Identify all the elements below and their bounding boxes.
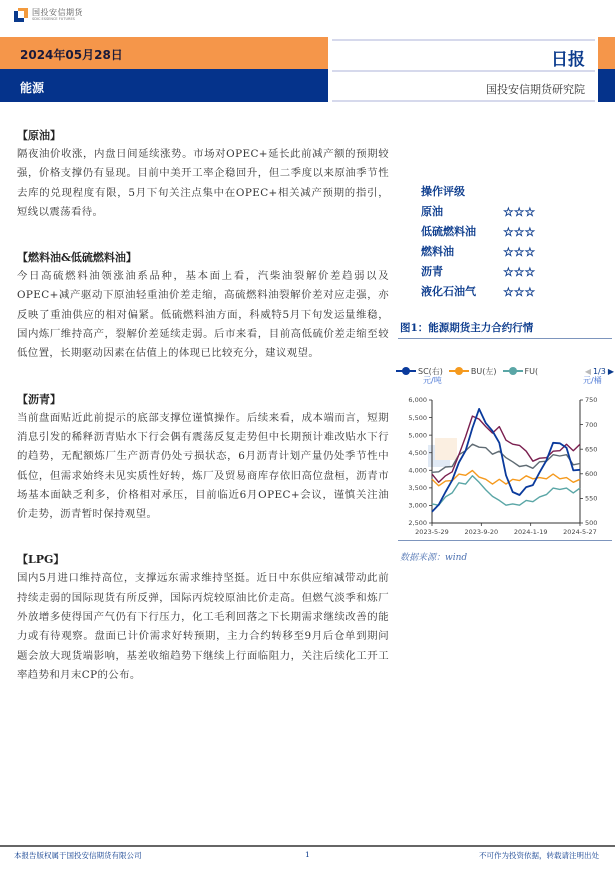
- star-rating-icon: ☆☆☆: [503, 264, 536, 279]
- section-fuel-oil: [17, 248, 389, 363]
- data-source: 数据来源：wind: [400, 553, 468, 563]
- report-title-box: [330, 37, 597, 102]
- rating-name: 低硫燃料油: [421, 224, 476, 238]
- rating-name: 沥青: [421, 264, 443, 278]
- footer-copyright: 本报告版权属于国投安信期货有限公司: [14, 851, 142, 860]
- footer-disclaimer: 不可作为投资依据，转载请注明出处: [479, 851, 599, 860]
- svg-text:650: 650: [585, 445, 598, 454]
- svg-text:2024-1-19: 2024-1-19: [513, 528, 548, 536]
- section-title: 【LPG】: [17, 553, 65, 567]
- divider: [332, 100, 595, 102]
- sector-bar: [0, 69, 328, 102]
- commentary-column: [17, 126, 389, 700]
- svg-text:4,000: 4,000: [408, 466, 427, 475]
- section-body: 隔夜油价收涨，内盘日间延续涨势。市场对OPEC+延长此前减产额的预期较强，价格支撑仍有显现。目前中美开工率企稳回升，但二季度以来原油季节性去库的兑现程度有限，5月下旬关注点集中在OPEC+相关减产预期的指引，短线以震荡看待。: [17, 148, 389, 218]
- legend-label: SC(右): [418, 366, 443, 376]
- series-line-FU: [432, 476, 580, 505]
- rating-row: [421, 222, 535, 242]
- svg-text:550: 550: [585, 494, 598, 503]
- section-body: 当前盘面贴近此前提示的底部支撑位谨慎操作。后续来看，成本端而言，短期消息引发的稀释沥青贴水下行会偶有震荡反复走势但中长期预计难改贴水下行的趋势，无配额炼厂生产沥青仍处亏损状态，6月沥青计划产量仍处季节性中低位，但需求始终未见实质性好转，炼厂及贸易商库存依旧高位盘桓，沥青市场基本面缺乏利多，价格相对承压，目前临近6月OPEC+会议，谨慎关注油价走势，沥青暂时保持观望。: [17, 411, 389, 521]
- svg-text:4,500: 4,500: [408, 448, 427, 457]
- legend-pager: [585, 367, 614, 376]
- svg-text:750: 750: [585, 396, 598, 405]
- svg-text:3,000: 3,000: [408, 501, 427, 510]
- rating-row: [421, 202, 535, 222]
- right-accent-blue: [598, 69, 615, 102]
- divider: [332, 70, 595, 72]
- legend-page-indicator: 1/3: [592, 366, 606, 376]
- svg-text:500: 500: [585, 519, 598, 528]
- svg-text:2023-5-29: 2023-5-29: [415, 528, 449, 536]
- svg-text:6,000: 6,000: [408, 396, 427, 405]
- legend-marker-icon: [449, 370, 469, 372]
- divider: [398, 540, 612, 541]
- rating-row: [421, 242, 535, 262]
- legend-label: FU(: [524, 366, 539, 376]
- institute-name: 国投安信期货研究院: [486, 83, 585, 96]
- report-type: 日报: [551, 50, 585, 70]
- svg-text:700: 700: [585, 420, 598, 429]
- section-body: 国内5月进口维持高位，支撑远东需求维持坚挺。近日中东供应缩减带动此前持续走弱的国际现货有所反弹，国际丙烷较原油比价走高。但燃气淡季和炼厂外放增多使得国产气仍有下行压力，化工毛利回落之下长期需求继续改善的能力或有待观察。盘面已计价需求好转预期，主力合约转移至9月后仓单到期问题会放大现货端影响，基差收缩趋势下继续上行面临阻力，关注后续化工开工率趋势和月末CP的公布。: [17, 572, 389, 681]
- section-body: 今日高硫燃料油领涨油系品种，基本面上看，汽柴油裂解价差趋弱以及OPEC+减产驱动下原油轻重油价差走缩，高硫燃料油裂解价差对应走强，亦反映了重油供应的相对偏紧。低硫燃料油方面，科威特5月下旬发运量维稳，国内炼厂维持高产，裂解价差延续走弱。后市来看，目前高低硫价差走缩至较低位置，长期驱动因素在估值上的体现已比较充分，建议观望。: [17, 270, 389, 360]
- section-title: 【原油】: [17, 129, 61, 142]
- rating-name: 原油: [421, 204, 443, 218]
- star-rating-icon: ☆☆☆: [503, 284, 536, 299]
- right-accent-orange: [598, 37, 615, 69]
- section-bitumen: [17, 390, 389, 525]
- company-logo: [14, 8, 83, 22]
- svg-text:2024-5-27: 2024-5-27: [563, 528, 597, 536]
- legend-next-icon[interactable]: ▶: [607, 366, 614, 376]
- legend-label: BU(左): [470, 366, 497, 376]
- star-rating-icon: ☆☆☆: [503, 244, 536, 259]
- svg-text:2,500: 2,500: [408, 519, 427, 528]
- figure-title: 图1：能源期货主力合约行情: [400, 322, 534, 334]
- rating-row: [421, 282, 535, 302]
- price-line-chart: [395, 390, 615, 540]
- divider: [398, 338, 612, 339]
- legend-item-sc[interactable]: [396, 366, 443, 377]
- legend-marker-icon: [503, 370, 523, 372]
- left-axis-unit: 元/吨: [423, 376, 442, 385]
- svg-text:5,000: 5,000: [408, 431, 427, 440]
- logo-mark-icon: [14, 8, 28, 22]
- rating-name: 燃料油: [421, 244, 454, 258]
- svg-text:5,500: 5,500: [408, 413, 427, 422]
- rating-row: [421, 262, 535, 282]
- operation-rating: [421, 182, 535, 302]
- section-lpg: [17, 550, 389, 685]
- divider: [332, 39, 595, 41]
- logo-name-cn: 国投安信期货: [32, 7, 83, 17]
- svg-text:600: 600: [585, 470, 598, 478]
- page-number: 1: [305, 850, 310, 859]
- series-line-SC(右): [432, 409, 580, 512]
- section-title: 【燃料油&低硫燃料油】: [17, 251, 137, 265]
- legend-item-fu[interactable]: [503, 367, 539, 376]
- star-rating-icon: ☆☆☆: [503, 224, 536, 239]
- svg-text:2023-9-20: 2023-9-20: [464, 528, 499, 536]
- right-axis-unit: 元/桶: [583, 376, 602, 385]
- logo-name-en: SDIC ESSENCE FUTURES: [32, 16, 75, 21]
- rating-title: 操作评级: [421, 185, 465, 198]
- legend-item-bu[interactable]: [449, 366, 497, 377]
- report-date: 2024年05月28日: [20, 48, 123, 62]
- svg-text:3,500: 3,500: [408, 484, 427, 493]
- footer-divider: [0, 845, 615, 847]
- section-title: 【沥青】: [17, 392, 61, 406]
- rating-name: 液化石油气: [421, 284, 476, 298]
- section-crude-oil: [17, 126, 389, 222]
- star-rating-icon: ☆☆☆: [503, 204, 536, 219]
- legend-marker-icon: [396, 370, 416, 372]
- legend-prev-icon[interactable]: ◀: [584, 366, 591, 376]
- report-sector: 能源: [20, 81, 45, 95]
